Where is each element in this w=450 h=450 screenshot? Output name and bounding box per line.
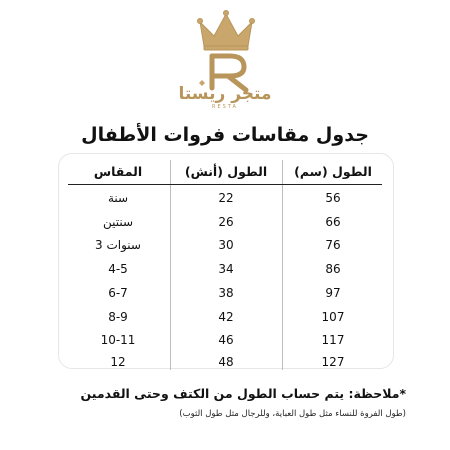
table-cell-size: 12 [110, 355, 126, 369]
table-cell-inch: 38 [218, 286, 234, 300]
table-cell-size: سنة [107, 191, 129, 205]
brand-name-arabic: متجر ريستا [178, 84, 272, 104]
column-divider [282, 160, 283, 370]
header-length-inch: الطول (أنش) [184, 164, 268, 179]
table-cell-inch: 30 [218, 238, 234, 252]
table-cell-cm: 86 [325, 262, 341, 276]
note-main: *ملاحظة: يتم حساب الطول من الكتف وحتى القدمين [80, 386, 406, 401]
header-size: المقاس [93, 164, 143, 179]
table-cell-cm: 127 [321, 355, 345, 369]
brand-name-latin: RESTA [212, 104, 238, 110]
table-cell-cm: 66 [325, 215, 341, 229]
table-cell-cm: 56 [325, 191, 341, 205]
header-divider [68, 184, 382, 185]
table-cell-size: 8-9 [108, 310, 128, 324]
table-cell-inch: 42 [218, 310, 234, 324]
page-title: جدول مقاسات فروات الأطفال [81, 124, 369, 146]
table-cell-size: 4-5 [108, 262, 128, 276]
column-divider [170, 160, 171, 370]
table-cell-size: سنوات 3 [95, 238, 141, 252]
table-cell-inch: 26 [218, 215, 234, 229]
note-sub: (طول الفروة للنساء مثل طول العباية، وللرجال مثل طول الثوب) [179, 409, 406, 419]
header-length-cm: الطول (سم) [294, 164, 372, 179]
table-cell-cm: 97 [325, 286, 341, 300]
table-cell-cm: 76 [325, 238, 341, 252]
table-cell-size: 6-7 [108, 286, 128, 300]
table-cell-cm: 117 [321, 333, 345, 347]
table-cell-inch: 34 [218, 262, 234, 276]
table-cell-cm: 107 [321, 310, 345, 324]
table-cell-inch: 46 [218, 333, 234, 347]
table-cell-inch: 22 [218, 191, 234, 205]
table-cell-inch: 48 [218, 355, 234, 369]
table-cell-size: سنتين [102, 215, 134, 229]
table-cell-size: 10-11 [100, 333, 136, 347]
